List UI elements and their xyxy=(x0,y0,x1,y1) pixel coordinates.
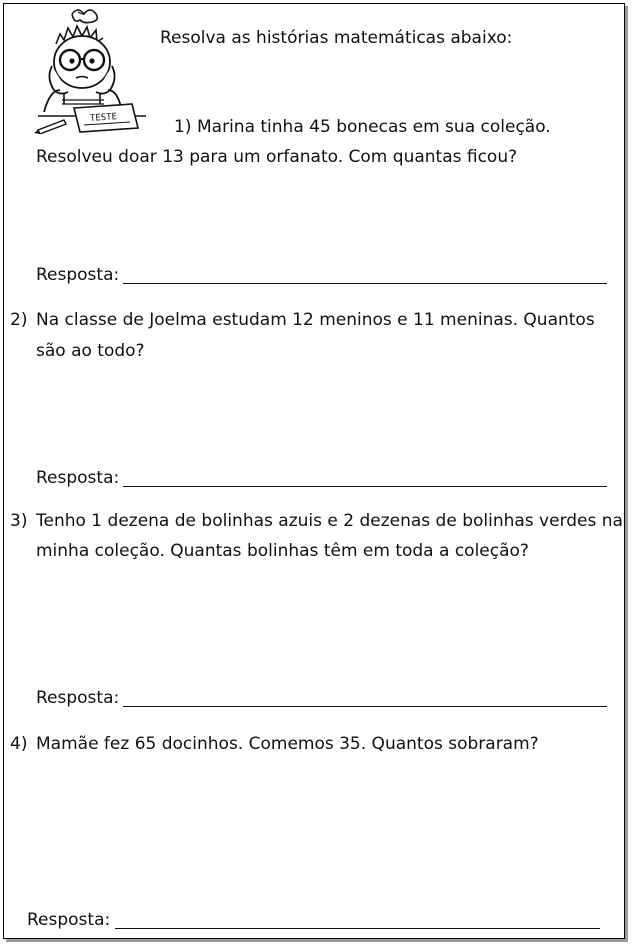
question-3-number: 3) xyxy=(10,511,28,531)
question-4-number: 4) xyxy=(10,734,28,754)
answer-4-line[interactable] xyxy=(115,928,600,929)
answer-4-label: Resposta: xyxy=(27,910,111,930)
question-1-line-1: Marina tinha 45 bonecas em sua coleção. xyxy=(197,117,551,137)
question-3-line-2: minha coleção. Quantas bolinhas têm em toda a coleção? xyxy=(36,541,529,561)
question-1-line-2: Resolveu doar 13 para um orfanato. Com quantas ficou? xyxy=(36,147,518,167)
question-2-number: 2) xyxy=(10,310,28,330)
question-2-line-1: Na classe de Joelma estudam 12 meninos e 11 meninas. Quantos xyxy=(36,310,595,330)
answer-3-label: Resposta: xyxy=(36,688,120,708)
answer-2-label: Resposta: xyxy=(36,468,120,488)
question-2-line-2: são ao todo? xyxy=(36,341,145,361)
student-thinking-icon xyxy=(34,4,152,134)
answer-2-line[interactable] xyxy=(123,486,607,487)
illustration-paper-text: TESTE xyxy=(89,112,118,124)
answer-1-line[interactable] xyxy=(123,283,607,284)
page-instruction: Resolva as histórias matemáticas abaixo: xyxy=(160,28,513,48)
question-1-number: 1) xyxy=(174,117,192,137)
answer-1-label: Resposta: xyxy=(36,265,120,285)
question-4-line-1: Mamãe fez 65 docinhos. Comemos 35. Quantos sobraram? xyxy=(36,734,539,754)
answer-3-line[interactable] xyxy=(123,706,607,707)
question-3-line-1: Tenho 1 dezena de bolinhas azuis e 2 dezenas de bolinhas verdes na xyxy=(36,511,623,531)
